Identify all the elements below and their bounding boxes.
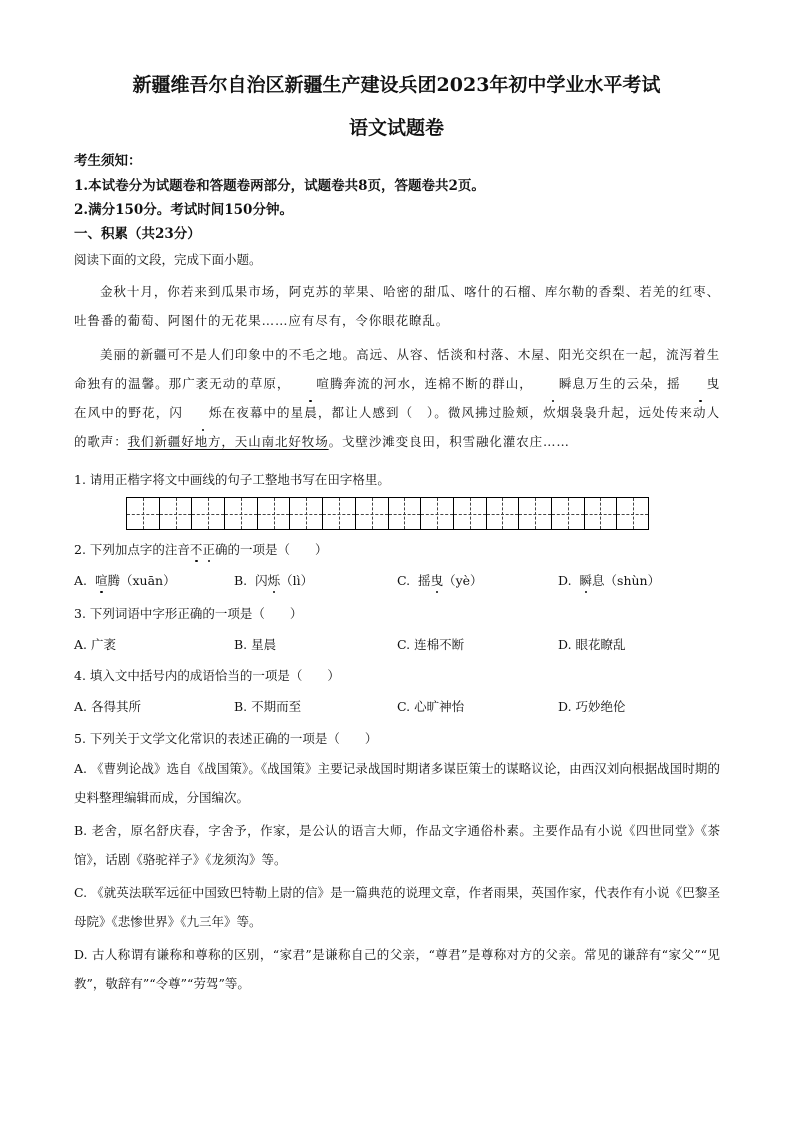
- q3-option-b[interactable]: B. 星晨: [234, 637, 277, 652]
- q2-option-c[interactable]: C. 摇曳（yè）: [397, 573, 483, 588]
- q4-option-b[interactable]: B. 不期而至: [234, 699, 302, 714]
- grid-cell[interactable]: [420, 498, 453, 529]
- grid-cell[interactable]: [388, 498, 421, 529]
- q3-option-d[interactable]: D. 眼花瞭乱: [558, 637, 626, 652]
- q5-option-d[interactable]: D. 古人称谓有谦称和尊称的区别，“家君”是谦称自己的父亲，“尊君”是尊称对方的父亲。常见的谦辞有“家父”“见教”，敬辞有”“令尊”“劳驾”等。: [74, 947, 720, 991]
- grid-cell[interactable]: [518, 498, 551, 529]
- grid-cell[interactable]: [584, 498, 617, 529]
- q3-option-a[interactable]: A. 广袤: [74, 637, 116, 652]
- dotted-char-ye: 曳: [681, 369, 720, 398]
- dotted-char-shun: 瞬: [533, 369, 572, 398]
- grid-cell[interactable]: [257, 498, 290, 529]
- tianzige-grid[interactable]: [126, 497, 649, 530]
- notice-item-2: 2.满分150分。考试时间150分钟。: [74, 202, 293, 218]
- grid-cell[interactable]: [289, 498, 322, 529]
- reading-instruction: 阅读下面的文段，完成下面小题。: [74, 252, 262, 267]
- underlined-sentence: 我们新疆好地方，天山南北好牧场: [127, 434, 329, 449]
- grid-cell[interactable]: [322, 498, 355, 529]
- grid-cell[interactable]: [355, 498, 388, 529]
- question-5: 5. 下列关于文学文化常识的表述正确的一项是（ ）: [74, 731, 378, 746]
- grid-cell[interactable]: [191, 498, 224, 529]
- exam-subtitle: 语文试题卷: [348, 117, 444, 139]
- dotted-char-xuan: 喧: [290, 369, 329, 398]
- section-heading: 一、积累（共23分）: [74, 226, 201, 242]
- grid-cell[interactable]: [224, 498, 257, 529]
- q5-option-c[interactable]: C. 《就英法联军远征中国致巴特勒上尉的信》是一篇典范的说理文章，作者雨果，英国作家，代表作有小说《巴黎圣母院》《悲惨世界》《九三年》等。: [74, 885, 720, 929]
- q3-option-c[interactable]: C. 连棉不断: [397, 637, 465, 652]
- q2-option-b[interactable]: B. 闪烁（lì）: [234, 573, 314, 588]
- q4-option-c[interactable]: C. 心旷神怡: [397, 699, 465, 714]
- exam-title: 新疆维吾尔自治区新疆生产建设兵团2023年初中学业水平考试: [132, 74, 661, 96]
- notice-heading: 考生须知：: [74, 153, 142, 169]
- q4-option-a[interactable]: A. 各得其所: [74, 699, 141, 714]
- question-1: 1. 请用正楷字将文中画线的句子工整地书写在田字格里。: [74, 472, 390, 487]
- passage-paragraph-1: 金秋十月，你若来到瓜果市场，阿克苏的苹果、哈密的甜瓜、喀什的石榴、库尔勒的香梨、若羌的红枣、吐鲁番的葡萄、阿图什的无花果……应有尽有，令你眼花瞭乱。: [74, 284, 720, 328]
- notice-item-1: 1.本试卷分为试题卷和答题卷两部分，试题卷共8页，答题卷共2页。: [74, 178, 485, 194]
- q5-option-a[interactable]: A. 《曹刿论战》选自《战国策》。《战国策》主要记录战国时期诸多谋臣策士的谋略议论，由西汉刘向根据战国时期的史料整理编辑而成，分国编次。: [74, 761, 720, 805]
- grid-cell[interactable]: [126, 498, 159, 529]
- question-3: 3. 下列词语中字形正确的一项是（ ）: [74, 606, 303, 621]
- question-2: 2. 下列加点字的注音不正确的一项是（ ）: [74, 542, 328, 557]
- grid-cell[interactable]: [453, 498, 486, 529]
- grid-cell[interactable]: [551, 498, 584, 529]
- q5-option-b[interactable]: B. 老舍，原名舒庆春，字舍予，作家，是公认的语言大师，作品文字通俗朴素。主要作品有小说《四世同堂》《茶馆》，话剧《骆驼祥子》《龙须沟》等。: [74, 823, 720, 867]
- q4-option-d[interactable]: D. 巧妙绝伦: [558, 699, 626, 714]
- grid-cell[interactable]: [159, 498, 192, 529]
- q2-option-d[interactable]: D. 瞬息（shùn）: [558, 573, 661, 588]
- q2-option-a[interactable]: A. 喧腾（xuān）: [74, 573, 176, 588]
- question-4: 4. 填入文中括号内的成语恰当的一项是（ ）: [74, 668, 340, 683]
- dotted-char-shuo: 烁: [183, 398, 222, 427]
- grid-cell[interactable]: [616, 498, 649, 529]
- passage-paragraph-2: 美丽的新疆可不是人们印象中的不毛之地。高远、从容、恬淡和村落、木屋、阳光交织在一起，流泻着生命独有的温馨。那广袤无动的草原， 喧腾奔流的河水，连棉不断的群山， 瞬息万生的云朵，摇 曳在风中的野花，闪 烁在夜幕中的星晨，都让人感到（ ）。微风拂过脸颊，炊烟袅袅升起，远处传来动人的歌声：我们新疆好地方，天山南北好牧场。戈壁沙滩变良田，积雪融化灌农庄……: [74, 347, 720, 449]
- grid-cell[interactable]: [486, 498, 519, 529]
